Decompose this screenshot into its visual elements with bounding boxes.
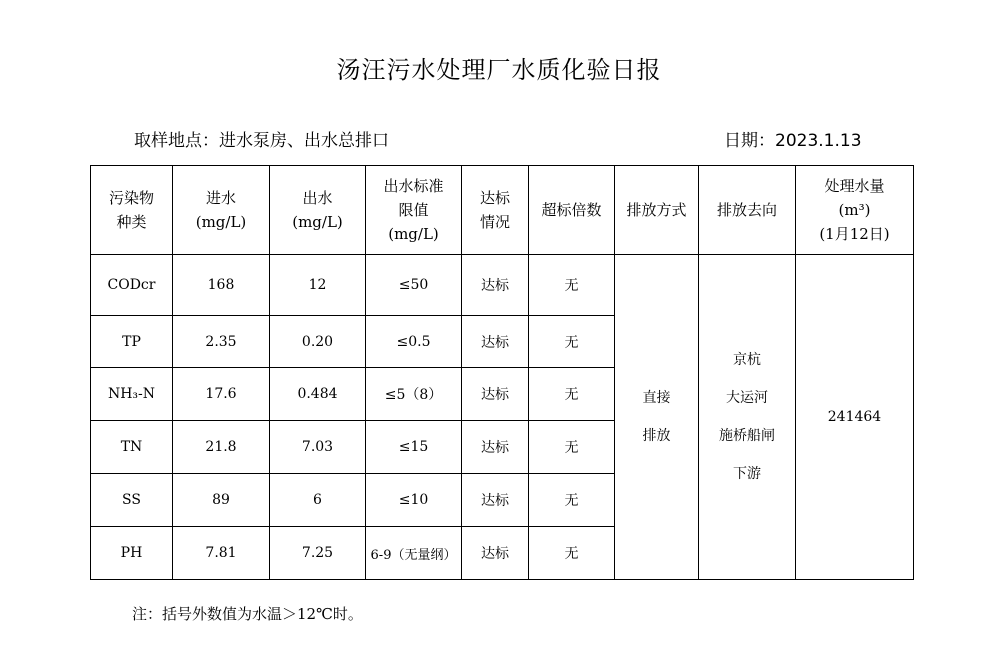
cell-inflow: 168 <box>173 255 270 316</box>
cell-status: 达标 <box>462 527 529 580</box>
cell-exceed: 无 <box>529 368 615 421</box>
cell-outflow: 6 <box>270 474 366 527</box>
cell-outflow: 7.25 <box>270 527 366 580</box>
cell-status: 达标 <box>462 316 529 368</box>
cell-status: 达标 <box>462 474 529 527</box>
cell-exceed: 无 <box>529 255 615 316</box>
cell-standard: ≤5（8） <box>366 368 462 421</box>
header-status: 达标 情况 <box>462 166 529 255</box>
cell-inflow: 17.6 <box>173 368 270 421</box>
cell-status: 达标 <box>462 421 529 474</box>
cell-standard: ≤50 <box>366 255 462 316</box>
cell-status: 达标 <box>462 255 529 316</box>
water-quality-table <box>90 165 914 580</box>
header-volume: 处理水量 (m³) (1月12日) <box>796 166 914 255</box>
cell-exceed: 无 <box>529 421 615 474</box>
cell-inflow: 89 <box>173 474 270 527</box>
cell-outflow: 12 <box>270 255 366 316</box>
cell-pollutant: TN <box>91 421 173 474</box>
cell-inflow: 7.81 <box>173 527 270 580</box>
header-pollutant: 污染物 种类 <box>91 166 173 255</box>
cell-pollutant: TP <box>91 316 173 368</box>
table-row <box>91 255 914 316</box>
cell-pollutant: CODcr <box>91 255 173 316</box>
table-header-row <box>91 166 914 255</box>
cell-standard: ≤0.5 <box>366 316 462 368</box>
header-outflow: 出水 (mg/L) <box>270 166 366 255</box>
cell-inflow: 21.8 <box>173 421 270 474</box>
header-destination: 排放去向 <box>699 166 796 255</box>
discharge-method-cell: 直接 排放 <box>615 255 699 580</box>
header-exceed: 超标倍数 <box>529 166 615 255</box>
sampling-location: 取样地点：进水泵房、出水总排口 <box>134 131 389 151</box>
report-title: 汤汪污水处理厂水质化验日报 <box>336 56 662 84</box>
cell-status: 达标 <box>462 368 529 421</box>
cell-standard: 6-9（无量纲） <box>366 527 462 580</box>
cell-standard: ≤15 <box>366 421 462 474</box>
cell-standard: ≤10 <box>366 474 462 527</box>
cell-exceed: 无 <box>529 527 615 580</box>
header-method: 排放方式 <box>615 166 699 255</box>
footnote: 注：括号外数值为水温＞12℃时。 <box>132 605 363 623</box>
cell-exceed: 无 <box>529 316 615 368</box>
cell-exceed: 无 <box>529 474 615 527</box>
header-inflow: 进水 (mg/L) <box>173 166 270 255</box>
cell-pollutant: PH <box>91 527 173 580</box>
cell-pollutant: SS <box>91 474 173 527</box>
cell-inflow: 2.35 <box>173 316 270 368</box>
header-standard: 出水标准 限值 (mg/L) <box>366 166 462 255</box>
cell-outflow: 0.20 <box>270 316 366 368</box>
cell-pollutant: NH₃-N <box>91 368 173 421</box>
treated-volume-cell: 241464 <box>796 255 914 580</box>
cell-outflow: 0.484 <box>270 368 366 421</box>
report-date: 日期：2023.1.13 <box>724 131 862 151</box>
cell-outflow: 7.03 <box>270 421 366 474</box>
discharge-destination-cell: 京杭 大运河 施桥船闸 下游 <box>699 255 796 580</box>
